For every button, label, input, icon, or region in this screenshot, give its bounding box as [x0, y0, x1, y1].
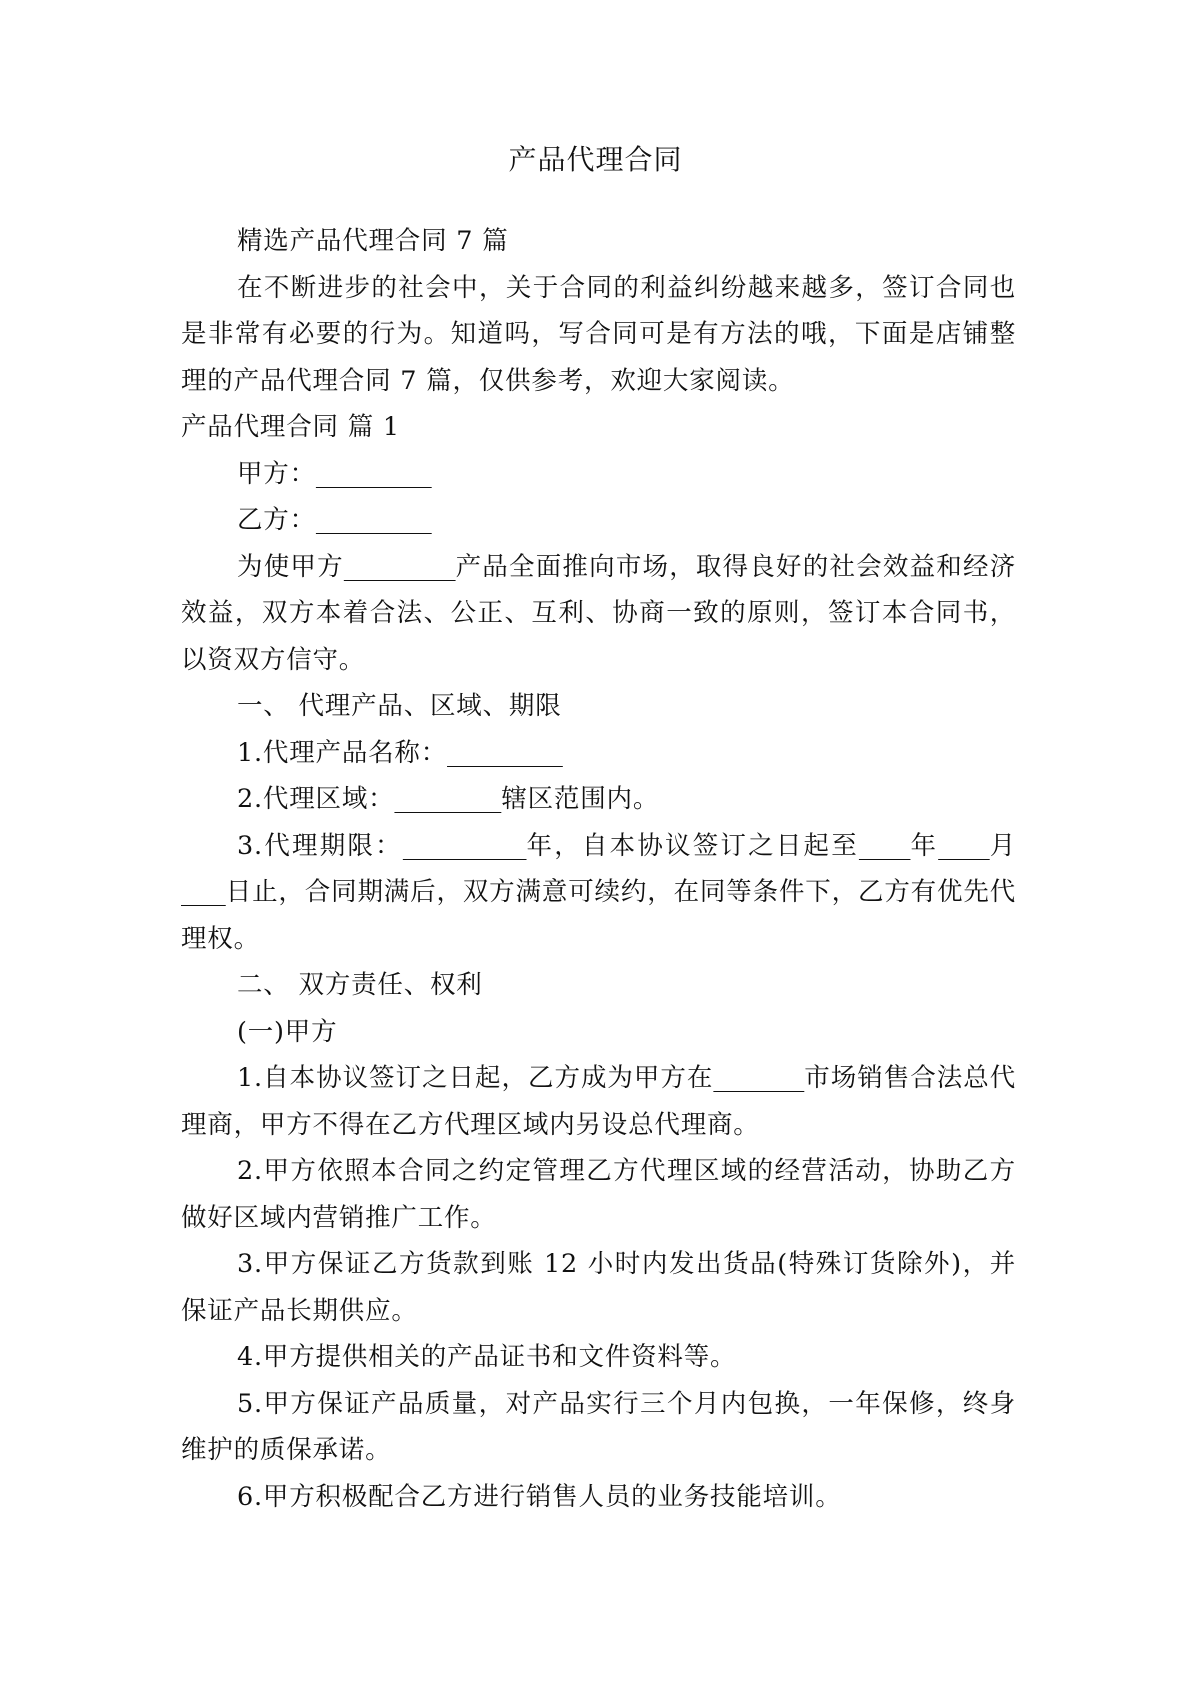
purpose-text-after: 产品全面推向市场，取得良好的社会效益和经济效益，双方本着合法、公正、互利、协商一致的原则，签订本合同书，以资双方信守。	[181, 551, 1016, 675]
document-body	[181, 218, 1016, 1520]
term-years-blank	[403, 831, 527, 861]
party-a-label: 甲方：	[237, 458, 316, 489]
duty-item-3: 3.甲方保证乙方货款到账 12 小时内发出货品(特殊订货除外)，并保证产品长期供应。	[181, 1249, 1016, 1326]
party-a-blank	[316, 459, 432, 489]
clause-term	[181, 823, 1016, 963]
term-label: 3.代理期限：	[237, 830, 403, 861]
duty-item-5: 5.甲方保证产品质量，对产品实行三个月内包换，一年保修，终身维护的质保承诺。	[181, 1388, 1016, 1465]
clause-heading-1: 一、 代理产品、区域、期限	[237, 691, 562, 721]
party-b-blank	[316, 505, 432, 535]
party-b-line	[181, 497, 1016, 544]
term-text-3: 月	[989, 830, 1016, 861]
duty-1-text-after: 市场销售合法总代理商，甲方不得在乙方代理区域内另设总代理商。	[181, 1063, 1016, 1140]
document-subtitle: 精选产品代理合同 7 篇	[237, 226, 509, 256]
duty-1-blank	[713, 1063, 804, 1093]
term-text-2: 年	[910, 830, 939, 861]
clause-product-name	[181, 730, 1016, 777]
term-text-1: 年，自本协议签订之日起至	[526, 830, 859, 861]
product-name-label: 1.代理产品名称：	[237, 737, 448, 768]
purpose-text-before: 为使甲方	[237, 551, 344, 582]
duty-item-6: 6.甲方积极配合乙方进行销售人员的业务技能培训。	[237, 1481, 842, 1512]
intro-paragraph: 在不断进步的社会中，关于合同的利益纠纷越来越多，签订合同也是非常有必要的行为。知道吗，写合同可是有方法的哦，下面是店铺整理的产品代理合同 7 篇，仅供参考，欢迎大家阅读。	[181, 272, 1016, 396]
clause-heading-2: 二、 双方责任、权利	[237, 970, 483, 1000]
region-label: 2.代理区域：	[237, 784, 395, 814]
document-title: 产品代理合同	[508, 143, 683, 176]
duty-1-text-before: 1.自本协议签订之日起，乙方成为甲方在	[237, 1063, 714, 1093]
term-text-4: 日止，合同期满后，双方满意可续约，在同等条件下，乙方有优先代理权。	[181, 877, 1016, 954]
region-suffix: 辖区范围内。	[501, 784, 660, 814]
term-year-blank	[859, 831, 911, 861]
section-heading-part-1: 产品代理合同 篇 1	[181, 412, 400, 442]
region-blank	[394, 784, 501, 814]
party-b-label: 乙方：	[237, 505, 316, 535]
duty-item-2: 2.甲方依照本合同之约定管理乙方代理区域的经营活动，协助乙方做好区域内营销推广工作。	[181, 1156, 1016, 1233]
purpose-blank	[344, 552, 456, 582]
party-a-line	[181, 451, 1016, 498]
term-month-blank	[938, 831, 990, 861]
subheading-party-a: (一)甲方	[237, 1016, 338, 1047]
duty-item-4: 4.甲方提供相关的产品证书和文件资料等。	[237, 1342, 737, 1372]
term-day-blank	[181, 877, 226, 907]
duty-item-1	[181, 1055, 1016, 1148]
clause-region	[181, 776, 1016, 823]
purpose-paragraph	[181, 544, 1016, 684]
product-name-blank	[447, 738, 563, 768]
